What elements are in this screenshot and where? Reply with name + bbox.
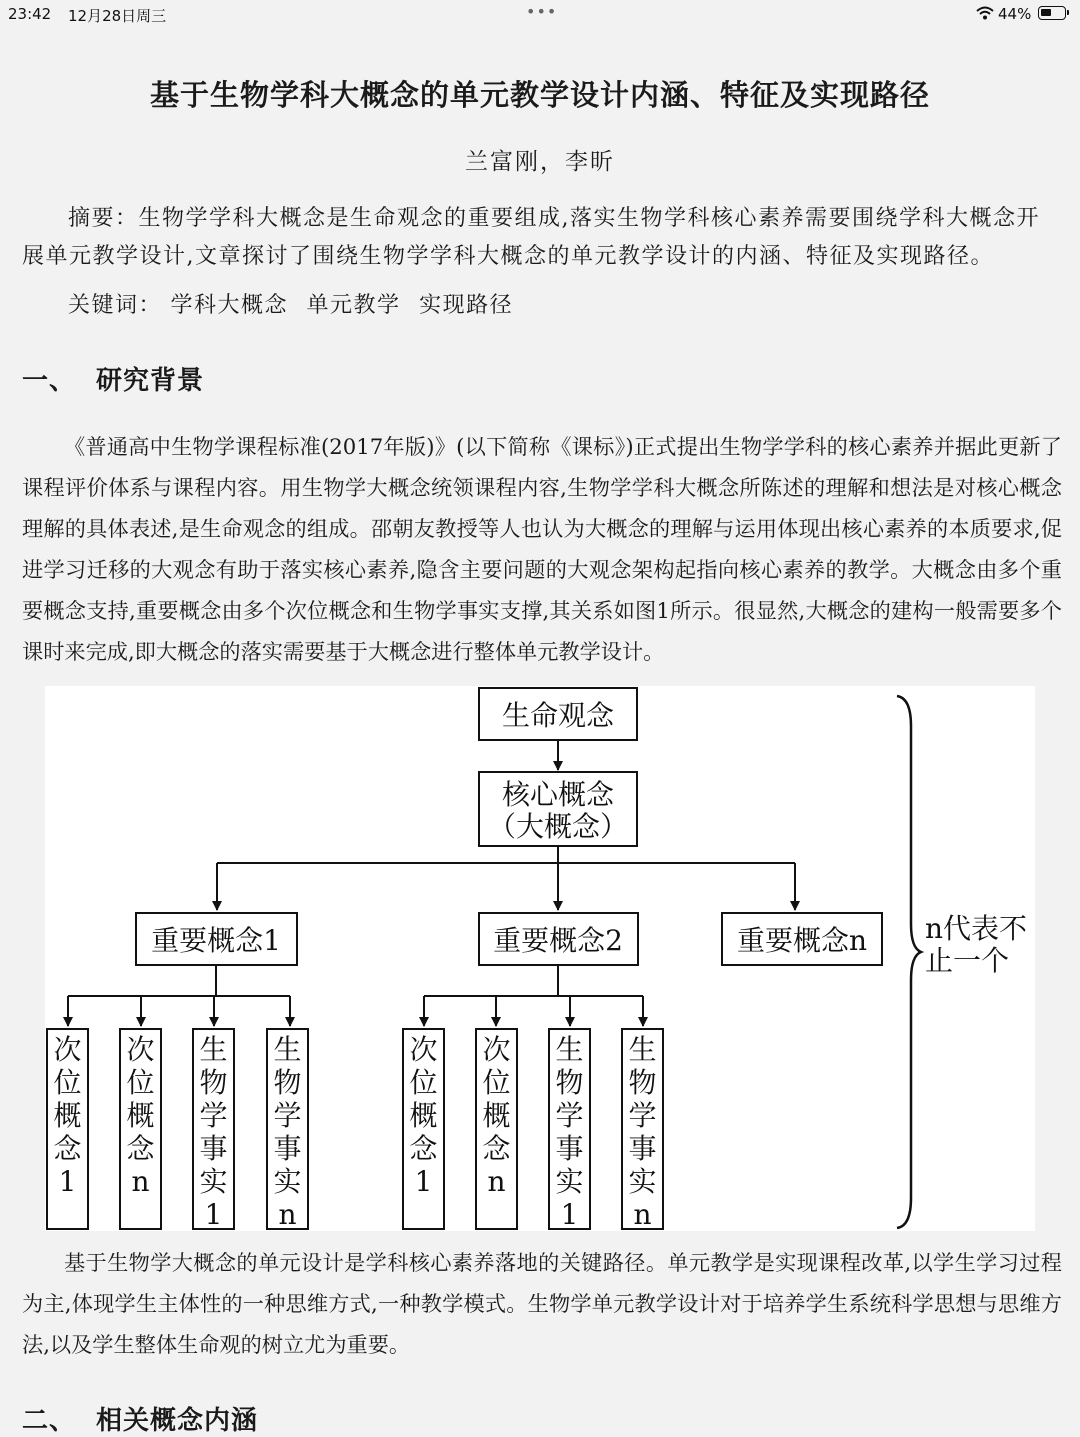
important-label-n: 重要概念n (736, 924, 868, 957)
battery-icon (1038, 6, 1066, 20)
abstract-text: ：生物学学科大概念是生命观念的重要组成,落实生物学科核心素养需要围绕学科大概念开展单元教学设计,文章探讨了围绕生物学学科大概念的单元教学设计的内涵、特征及实现路径。 (22, 206, 1041, 269)
leaf-label: 生物学事实 1 (199, 1033, 228, 1231)
section-title: 研究背景 (96, 366, 205, 396)
battery-percent: 44% (998, 5, 1032, 23)
leaf-labels (53, 1033, 656, 1231)
keyword: 实现路径 (419, 293, 514, 318)
leaf-label: 次位概念 1 (53, 1033, 82, 1198)
leaf-label: 生物学事实 1 (555, 1033, 584, 1231)
status-date: 12月28日周三 (68, 7, 167, 25)
keywords: 关键词： 学科大概念 单元教学 实现路径 (68, 293, 514, 318)
section-number: 二、 (22, 1406, 77, 1436)
brace-icon (897, 696, 921, 1228)
core-sub-label: （大概念） (487, 810, 629, 843)
important-label-2: 重要概念2 (493, 924, 623, 957)
leaf-label: 生物学事实 n (628, 1033, 657, 1231)
brace-note-line-1: n代表不 (925, 912, 1028, 945)
leaf-label: 次位概念 n (126, 1033, 155, 1198)
section-heading-2 (22, 1400, 258, 1437)
wifi-icon (976, 6, 994, 20)
keyword: 单元教学 (306, 293, 401, 318)
multitasking-dots-icon[interactable]: ••• (526, 2, 558, 21)
core-label: 核心概念 (501, 778, 615, 811)
important-label-1: 重要概念1 (151, 924, 281, 957)
root-label: 生命观念 (501, 699, 615, 732)
keywords-label: 关键词 (68, 293, 139, 318)
article-title: 基于生物学科大概念的单元教学设计内涵、特征及实现路径 (149, 78, 930, 112)
status-bar (0, 0, 1080, 30)
status-time: 23:42 (8, 5, 52, 23)
paragraph-1: 《普通高中生物学课程标准(2017年版)》(以下简称《课标》)正式提出生物学学科的核心素养并据此更新了课程评价体系与课程内容。用生物学大概念统领课程内容,生物学学科大概念所陈述的理解和想法是对核心概念理解的具体表述,是生命观念的组成。邵朝友教授等人也认为大概念的理解与运用体现出核心素养的本质要求,促进学习迁移的大观念有助于落实核心素养,隐含主要问题的大观念架构起指向核心素养的教学。大概念由多个重要概念支持,重要概念由多个次位概念和生物学事实支撑,其关系如图1所示。很显然,大概念的建构一般需要多个课时来完成,即大概念的落实需要基于大概念进行整体单元教学设计。 (22, 434, 1062, 664)
brace-note-line-2: 止一个 (925, 944, 1010, 977)
section-number: 一、 (22, 366, 77, 396)
leaf-label: 次位概念 n (482, 1033, 511, 1198)
paragraph-2: 基于生物学大概念的单元设计是学科核心素养落地的关键路径。单元教学是实现课程改革,以学生学习过程为主,体现学生主体性的一种思维方式,一种教学模式。生物学单元教学设计对于培养学生系统科学思想与思维方法,以及学生整体生命观的树立尤为重要。 (22, 1250, 1062, 1357)
concept-hierarchy-diagram (45, 686, 1035, 1231)
abstract-label: 摘要 (68, 206, 116, 231)
section-heading-1 (22, 360, 204, 397)
section-title: 相关概念内涵 (96, 1406, 259, 1436)
leaf-label: 次位概念 1 (409, 1033, 438, 1198)
leaf-label: 生物学事实 n (273, 1033, 302, 1231)
keyword: 学科大概念 (170, 293, 289, 318)
article-authors: 兰富刚，李昕 (465, 149, 615, 175)
abstract (22, 200, 1062, 276)
